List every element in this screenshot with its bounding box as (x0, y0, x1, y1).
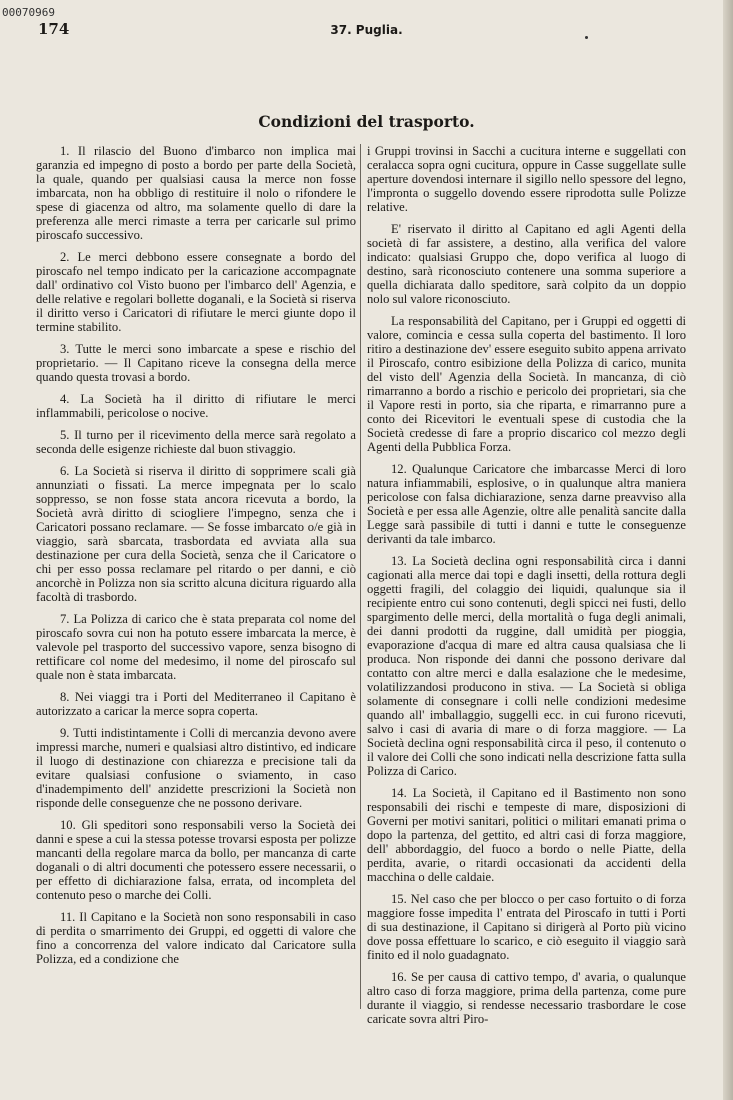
paragraph: 15. Nel caso che per blocco o per caso fortuito o di forza maggiore fosse impedita l' entrata del Piroscafo in tutti i Porti di sua destinazione, il Capitano si dirigerà al Porto più vicino dove possa effettuare lo scarico, e ciò eseguito il viaggio sarà finito ed il nolo guadagnato. (367, 892, 686, 962)
paragraph: 13. La Società declina ogni responsabilità circa i danni cagionati alla merce dai topi e dagli insetti, della rottura degli oggetti fragili, del colaggio dei liquidi, qualunque sia il recipiente entro cui sono contenuti, degli spicci nei fusti, dello spargimento delle merci, della mortalità o fuga degli animali, dei danni prodotti da ruggine, dall umidità per pioggia, evaporazione d'acqua di mare ed altra causa qualsiasa che li produca. Non risponde dei danni che possono derivare dal contatto con altre merci e dalla esalazione che le medesime, volatilizzandosi producono in stiva. — La Società si obliga solamente di consegnare i colli nelle condizioni medesime quando all' imballaggio, suggelli ecc. in cui furono ricevuti, salvo i casi di avaria di mare o di forza maggiore. — La Società declina ogni responsabilità circa il peso, il contenuto o il valore dei Colli che sono indicati nella descrizione fatta sulla Polizza di Carico. (367, 554, 686, 778)
paragraph: i Gruppi trovinsi in Sacchi a cucitura interne e suggellati con ceralacca sopra ogni cucitura, oppure in Casse suggellate sulle aperture dovendosi internare il sigillo nello spessore del legno, l'impronta o suggello dovendo essere riprodotta sulle Polizze relative. (367, 144, 686, 214)
paragraph: 1. Il rilascio del Buono d'imbarco non implica mai garanzia ed impegno di posto a bordo per parte della Società, la quale, quando per qualsiasi causa la merce non fosse imbarcata, non ha obbligo di restituire il nolo o rifondere le spese di giacenza od altro, ma solamente quello di dare la preferenza alle merci rimaste a terra per caricarle sul primo piroscafo successivo. (36, 144, 356, 242)
paragraph: 14. La Società, il Capitano ed il Bastimento non sono responsabili dei rischi e tempeste di mare, disposizioni di Governi per motivi sanitari, politici o militari emanati prima o dopo la partenza, del gettito, ed altri casi di forza maggiore, dell' abbordaggio, del fuoco a bordo o nelle Piatte, della perdita, avarie, o ritardi occasionati da accidenti della macchina o delle caldaie. (367, 786, 686, 884)
paragraph: E' riservato il diritto al Capitano ed agli Agenti della società di far assistere, a destino, alla verifica del valore indicato: qualsiasi Gruppo che, dopo verifica al luogo di destino, sarà riconosciuto contenere una somma superiore a quella dichiarata dallo speditore, sarà colpito da un doppio nolo sul valore riconosciuto. (367, 222, 686, 306)
paragraph: 2. Le merci debbono essere consegnate a bordo del piroscafo nel tempo indicato per la caricazione accompagnate dall' ordinativo col Visto buono per l'imbarco dell' Agenzia, e delle relative e regolari bollette doganali, e la Società si riserva il diritto verso i Caricatori di rifiutare le merci giunte dopo il termine stabilito. (36, 250, 356, 334)
page-number: 174 (38, 20, 70, 38)
paragraph: 12. Qualunque Caricatore che imbarcasse Merci di loro natura infiammabili, esplosive, o in qualunque altra maniera pericolose con falsa dichiarazione, senza darne preavviso alla Società e per essa alle Agenzie, oltre alle penalità sancite dalla Legge sarà passibile di tutti i danni e tutte le conseguenze derivanti da tale imbarco. (367, 462, 686, 546)
running-head: 37. Puglia. (330, 23, 403, 37)
paragraph: 5. Il turno per il ricevimento della merce sarà regolato a seconda delle esigenze richieste dal buon stivaggio. (36, 428, 356, 456)
left-column (36, 144, 356, 974)
paragraph: 7. La Polizza di carico che è stata preparata col nome del piroscafo sovra cui non ha potuto essere imbarcata la merce, è valevole pel trasporto del successivo vapore, senza bisogno di rettificare col nome del medesimo, il nome del piroscafo sul quale non è stata imbarcata. (36, 612, 356, 682)
scan-id: 00070969 (2, 6, 55, 19)
paragraph: 11. Il Capitano e la Società non sono responsabili in caso di perdita o smarrimento dei Gruppi, ed oggetti di valore che fino a concorrenza del valore indicato dal Caricatore sulla Polizza, ed a condizione che (36, 910, 356, 966)
paragraph: 9. Tutti indistintamente i Colli di mercanzia devono avere impressi marche, numeri e qualsiasi altro distintivo, ed indicare il luogo di destinazione con chiarezza e precisione tali da evitare qualsiasi confusione o sviamento, in caso d'inadempimento dell' anzidette prescrizioni la Società non risponde delle conseguenze che ne possono derivare. (36, 726, 356, 810)
paragraph: 16. Se per causa di cattivo tempo, d' avaria, o qualunque altro caso di forza maggiore, prima della partenza, come pure durante il viaggio, si rendesse necessario trasbordare le cose caricate sovra altri Piro- (367, 970, 686, 1026)
paragraph: 4. La Società ha il diritto di rifiutare le merci inflammabili, pericolose o nocive. (36, 392, 356, 420)
section-title: Condizioni del trasporto. (258, 112, 475, 131)
paragraph: 3. Tutte le merci sono imbarcate a spese e rischio del proprietario. — Il Capitano riceve la consegna della merce quando questa trovasi a bordo. (36, 342, 356, 384)
paragraph: 6. La Società si riserva il diritto di sopprimere scali già annunziati o fissati. La merce impegnata per lo scalo soppresso, se non fosse stata ancora ricevuta a bordo, la Società avrà diritto di sciogliere l'impegno, senza che i Caricatori possano reclamare. — Se fosse imbarcato o/e già in viaggio, sarà sbarcata, trasbordata ed avviata alla sua destinazione per cura della Società, senza che il Caricatore o chi per esso possa reclamare pel ritardo o per danni, e ciò ancorchè in Polizza non sia scritto alcuna dicitura riguardo alla facoltà di trasbordo. (36, 464, 356, 604)
paragraph: La responsabilità del Capitano, per i Gruppi ed oggetti di valore, comincia e cessa sulla coperta del bastimento. Il loro ritiro a destinazione dev' essere eseguito subito appena arrivato il Piroscafo, contro esibizione della Polizza di carico, munita del visto dell' Agenzia della Società. In mancanza, di ciò rimarranno a bordo a rischio e pericolo dei proprietari, sia che il Vapore resti in porto, sia che riparta, e rimarranno pure a conto dei Ricevitori le eventuali spese di custodia che la Società credesse di fare a proprio discarico col mezzo degli Agenti della Pubblica Forza. (367, 314, 686, 454)
page-edge-shadow (723, 0, 733, 1100)
paragraph: 10. Gli speditori sono responsabili verso la Società dei danni e spese a cui la stessa potesse trovarsi esposta per polizze mancanti della regolare marca da bollo, per mancanza di carte doganali o di altri documenti che potessero essere necessarii, o per effetto di dichiarazione falsa, errata, od incompleta del contenuto peso o marche dei Colli. (36, 818, 356, 902)
paragraph: 8. Nei viaggi tra i Porti del Mediterraneo il Capitano è autorizzato a caricar la merce sopra coperta. (36, 690, 356, 718)
ink-speck (585, 36, 588, 39)
right-column (367, 144, 686, 1034)
column-divider (360, 144, 361, 1009)
